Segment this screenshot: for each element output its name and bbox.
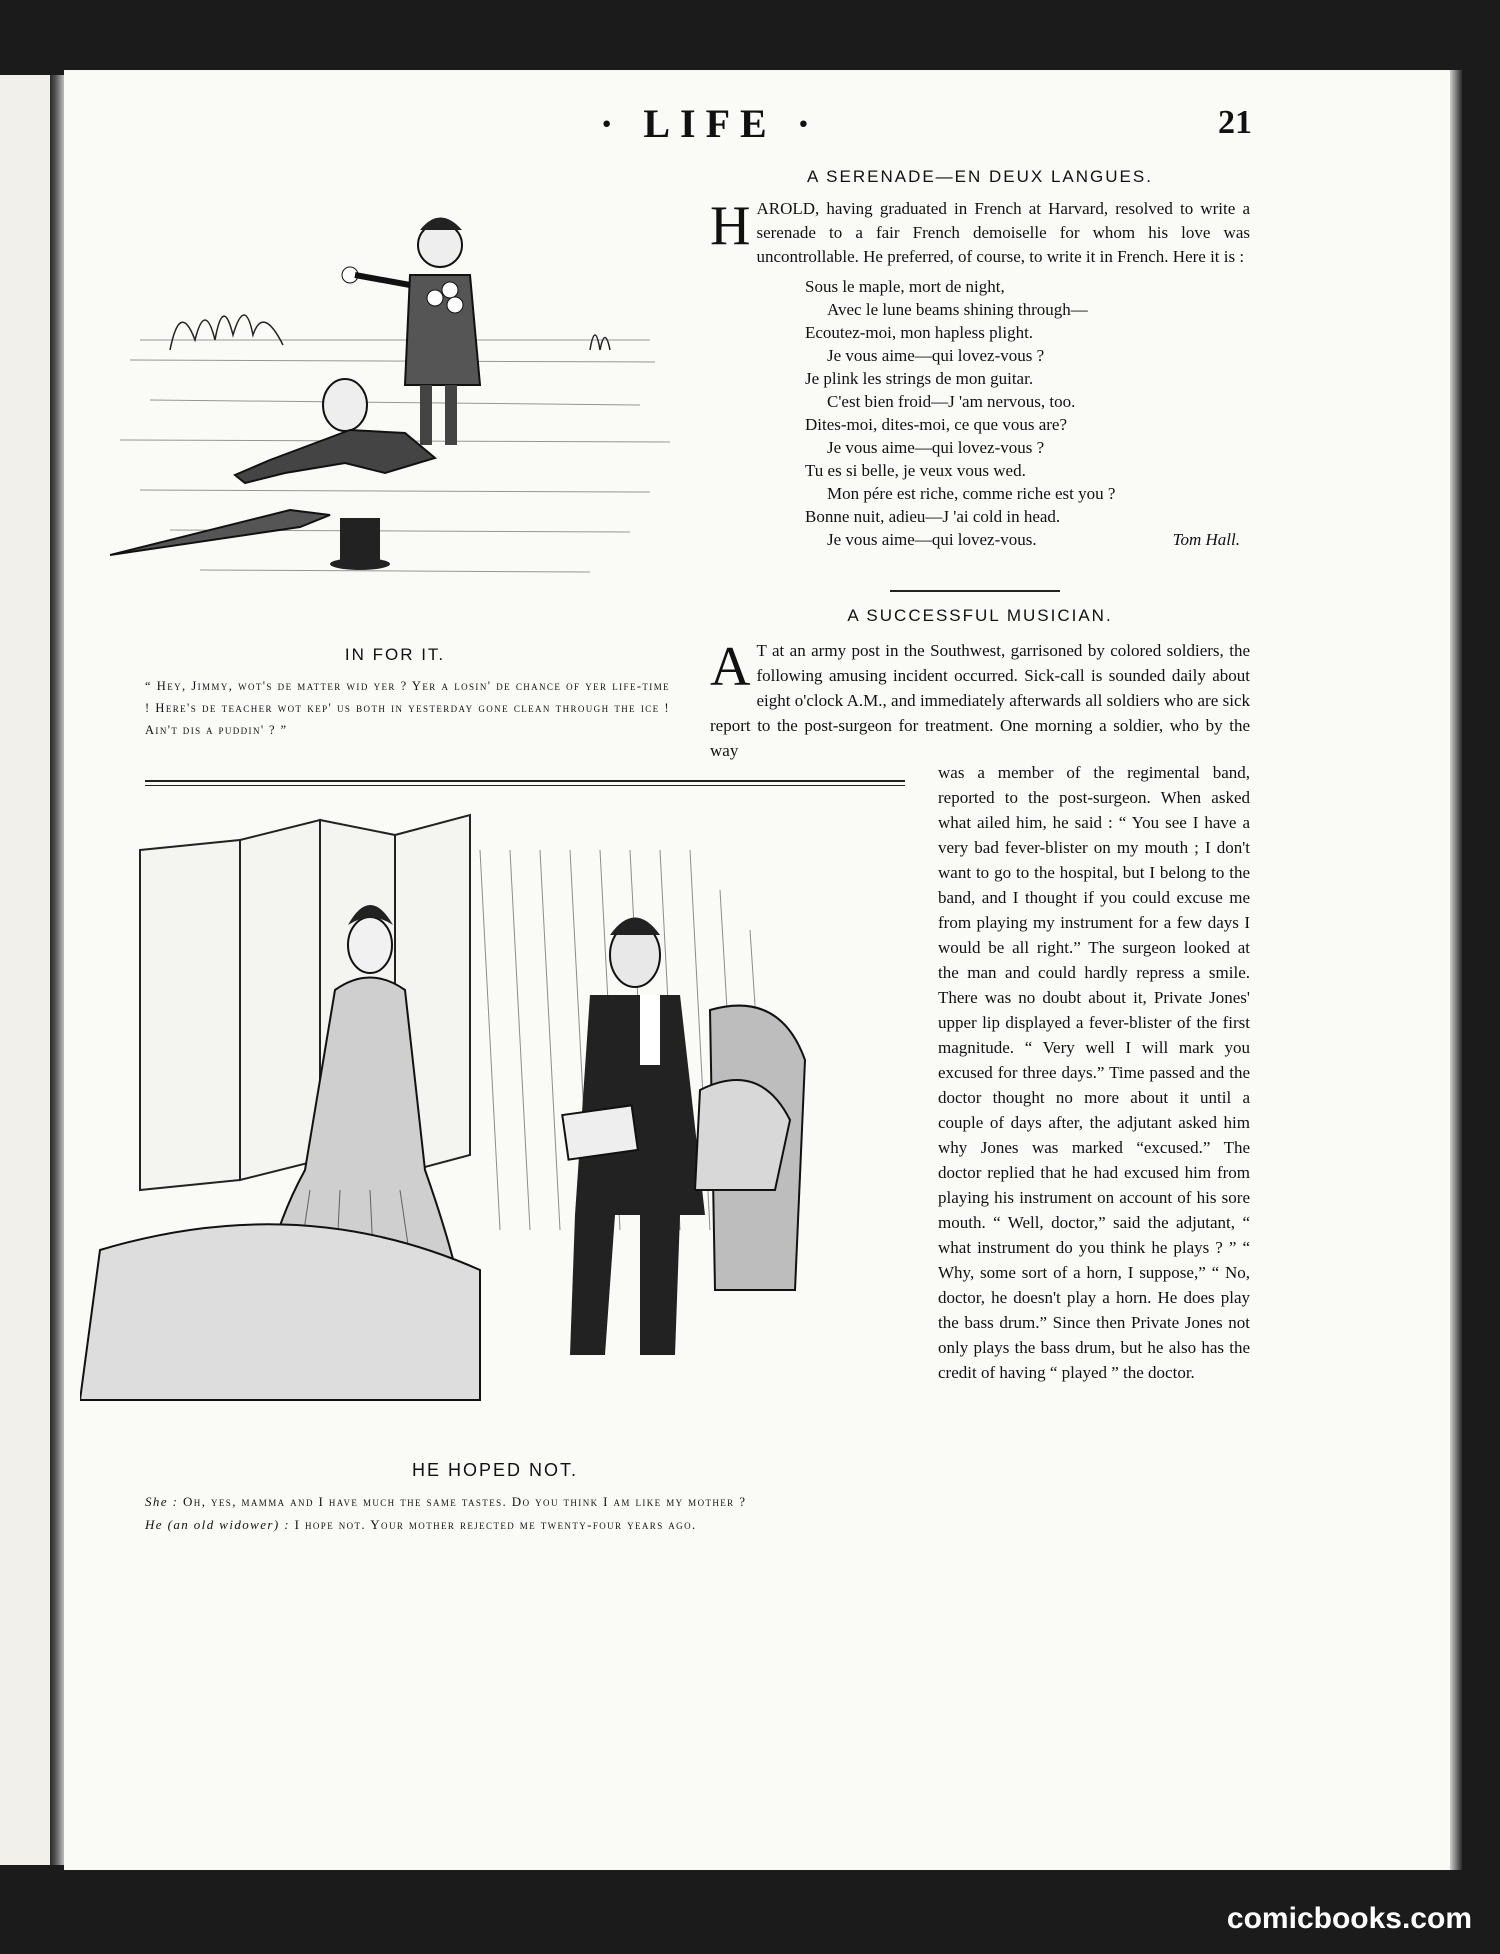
serenade-title: A SERENADE—EN DEUX LANGUES. <box>807 167 1153 186</box>
poem-line: Je vous aime—qui lovez-vous. <box>827 530 1037 549</box>
settee <box>80 1224 480 1400</box>
cartoon2-title: HE HOPED NOT. <box>411 1460 579 1480</box>
musician-text: T at an army post in the Southwest, garrisoned by colored soldiers, the following amusing incident occurred. Sick-call is sounded daily about eight o'clock A.M., and immediately afterwards all soldiers who are sick report to the post-surgeon for treatment. One morning a soldier, who by the way <box>710 641 1250 760</box>
poem-line: Je vous aime—qui lovez-vous ? <box>827 438 1045 457</box>
poem-line: Je vous aime—qui lovez-vous ? <box>827 346 1045 365</box>
he-line: I hope not. Your mother rejected me twenty-four years ago. <box>294 1517 697 1532</box>
serenade-intro-text: AROLD, having graduated in French at Harvard, resolved to write a serenade to a fair French demoiselle for whom his love was uncontrollable. He preferred, of course, to write it in French. Here it is : <box>756 199 1250 266</box>
musician-para-wide <box>710 638 1250 763</box>
drop-cap: H <box>710 195 751 257</box>
poem-line: Bonne nuit, adieu—J 'ai cold in head. <box>805 507 1061 526</box>
cartoon1-caption: “ Hey, Jimmy, wot's de matter wid yer ? Yer a losin' de chance of yer life-time ! Here's de teacher wot kep' us both in yesterday gone clean through the ice ! Ain't dis a puddin' ? ” <box>145 679 670 737</box>
masthead-title: · LIFE · <box>600 101 821 146</box>
section-divider <box>145 780 905 782</box>
she-line: Oh, yes, mamma and I have much the same tastes. Do you think I am like my mother ? <box>183 1494 747 1509</box>
book-gutter <box>50 75 64 1865</box>
cartoon1-title: IN FOR IT. <box>344 645 446 664</box>
poem-line: Mon pére est riche, comme riche est you ? <box>827 484 1116 503</box>
poem-line: C'est bien froid—J 'am nervous, too. <box>827 392 1076 411</box>
musician-title: A SUCCESSFUL MUSICIAN. <box>847 606 1113 625</box>
serenade-article <box>710 165 1250 551</box>
poem-author: Tom Hall. <box>1172 530 1240 549</box>
watermark: comicbooks.com <box>1226 1902 1472 1935</box>
page-number: 21 <box>1218 104 1252 141</box>
poem-line: Je plink les strings de mon guitar. <box>805 369 1034 388</box>
parlor-illustration <box>80 810 915 1450</box>
poem-line: Avec le lune beams shining through— <box>827 300 1088 319</box>
serenade-intro <box>710 197 1250 269</box>
section-divider <box>890 590 1060 592</box>
left-page-edge <box>0 75 50 1865</box>
speaker-he: He (an old widower) : <box>145 1517 290 1532</box>
cartoon2-caption <box>145 1490 915 1536</box>
serenade-poem <box>805 275 1250 551</box>
poem-line: Tu es si belle, je veux vous wed. <box>805 461 1026 480</box>
drop-cap: A <box>710 636 751 698</box>
musician-article <box>710 604 1250 763</box>
musician-para-narrow: was a member of the regimental band, reported to the post-surgeon. When asked what ailed him, he said : “ You see I have a very bad fever-blister on my mouth ; I don't want to go to the hospital, but I belong to the band, and I thought if you could excuse me from playing my instrument for a few days I would be all right.” The surgeon looked at the man and could hardly repress a smile. There was no doubt about it, Private Jones' upper lip displayed a fever-blister of the first magnitude. “ Very well I will mark you excused for three days.” Time passed and the doctor thought no more about it until a couple of days after, the adjutant asked him why Jones was marked “excused.” The doctor replied that he had excused him from playing his instrument on account of his sore mouth. “ Well, doctor,” said the adjutant, “ what instrument do you think he plays ? ” “ Why, some sort of a horn, I suppose,” “ No, doctor, he doesn't play a horn. He does play the bass drum.” Since then Private Jones not only plays the bass drum, but he also has the credit of having “ played ” the doctor. <box>938 763 1250 1382</box>
poem-line: Ecoutez-moi, mon hapless plight. <box>805 323 1034 342</box>
poem-line: Sous le maple, mort de night, <box>805 277 1005 296</box>
section-divider <box>145 785 905 786</box>
speaker-she: She : <box>145 1494 179 1509</box>
ice-skating-illustration <box>110 200 680 630</box>
page-edge <box>1450 70 1462 1870</box>
poem-line: Dites-moi, dites-moi, ce que vous are? <box>805 415 1068 434</box>
